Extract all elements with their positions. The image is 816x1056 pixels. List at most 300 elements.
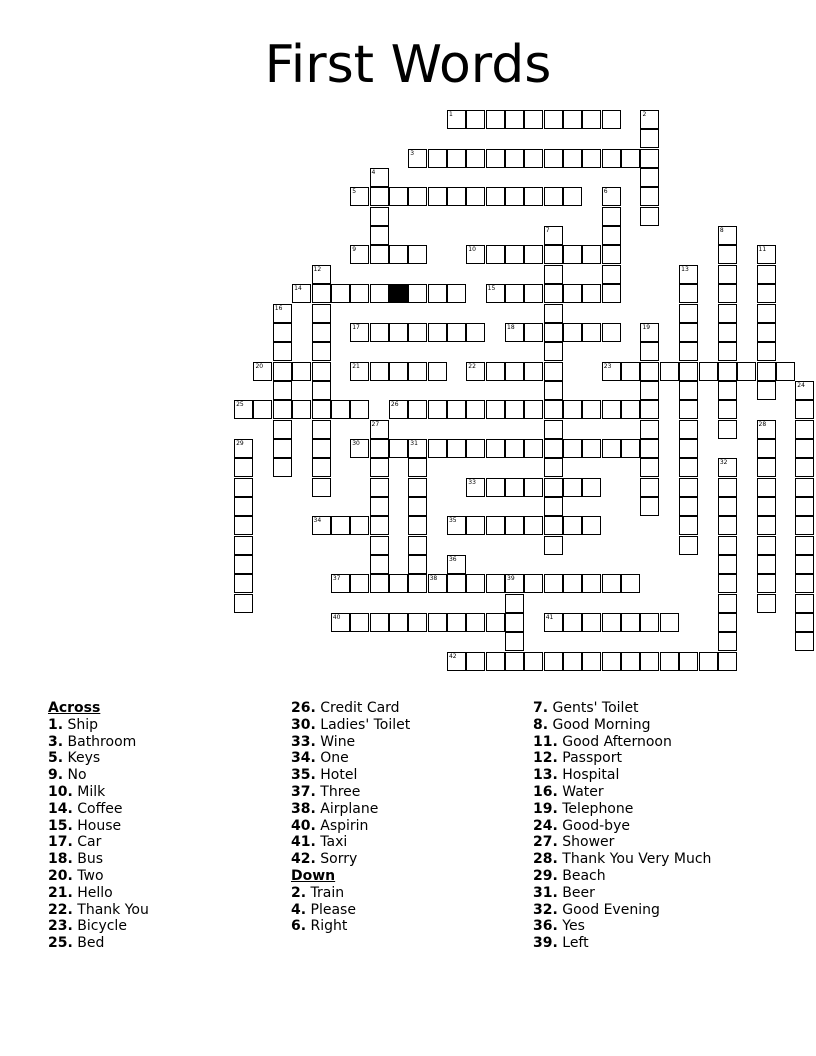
grid-cell[interactable] (312, 381, 331, 400)
grid-cell[interactable] (544, 110, 563, 129)
grid-cell[interactable] (447, 439, 466, 458)
grid-cell[interactable] (795, 574, 814, 593)
grid-cell[interactable] (679, 381, 698, 400)
grid-cell[interactable] (370, 323, 389, 342)
grid-cell[interactable] (563, 245, 582, 264)
grid-cell[interactable] (679, 323, 698, 342)
grid-cell[interactable] (757, 420, 776, 439)
grid-cell[interactable] (273, 304, 292, 323)
grid-cell[interactable] (679, 400, 698, 419)
grid-cell[interactable] (408, 536, 427, 555)
grid-cell[interactable] (699, 362, 718, 381)
grid-cell[interactable] (505, 478, 524, 497)
grid-cell[interactable] (718, 342, 737, 361)
grid-cell[interactable] (234, 574, 253, 593)
grid-cell[interactable] (292, 284, 311, 303)
grid-cell[interactable] (679, 497, 698, 516)
grid-cell[interactable] (370, 439, 389, 458)
grid-cell[interactable] (640, 439, 659, 458)
grid-cell[interactable] (602, 207, 621, 226)
grid-cell[interactable] (350, 245, 369, 264)
grid-cell[interactable] (312, 458, 331, 477)
grid-cell[interactable] (408, 439, 427, 458)
grid-cell[interactable] (273, 381, 292, 400)
grid-cell[interactable] (602, 439, 621, 458)
grid-cell[interactable] (718, 362, 737, 381)
grid-cell[interactable] (640, 458, 659, 477)
grid-cell[interactable] (544, 284, 563, 303)
grid-cell[interactable] (563, 439, 582, 458)
grid-cell[interactable] (408, 149, 427, 168)
grid-cell[interactable] (602, 110, 621, 129)
grid-cell[interactable] (389, 323, 408, 342)
grid-cell[interactable] (486, 613, 505, 632)
grid-cell[interactable] (582, 323, 601, 342)
grid-cell[interactable] (582, 652, 601, 671)
grid-cell[interactable] (389, 362, 408, 381)
grid-cell[interactable] (563, 478, 582, 497)
grid-cell[interactable] (505, 284, 524, 303)
grid-cell[interactable] (718, 245, 737, 264)
grid-cell[interactable] (718, 284, 737, 303)
grid-cell[interactable] (563, 574, 582, 593)
grid-cell[interactable] (408, 478, 427, 497)
grid-cell[interactable] (505, 439, 524, 458)
grid-cell[interactable] (524, 652, 543, 671)
grid-cell[interactable] (544, 226, 563, 245)
grid-cell[interactable] (582, 613, 601, 632)
grid-cell[interactable] (757, 304, 776, 323)
grid-cell[interactable] (312, 400, 331, 419)
grid-cell[interactable] (447, 110, 466, 129)
grid-cell[interactable] (544, 304, 563, 323)
grid-cell[interactable] (273, 342, 292, 361)
grid-cell[interactable] (466, 516, 485, 535)
grid-cell[interactable] (466, 149, 485, 168)
grid-cell[interactable] (370, 362, 389, 381)
grid-cell[interactable] (602, 187, 621, 206)
grid-cell[interactable] (505, 594, 524, 613)
grid-cell[interactable] (795, 594, 814, 613)
grid-cell[interactable] (486, 400, 505, 419)
grid-cell[interactable] (486, 149, 505, 168)
grid-cell[interactable] (331, 284, 350, 303)
grid-cell[interactable] (563, 284, 582, 303)
grid-cell[interactable] (370, 555, 389, 574)
grid-cell[interactable] (718, 458, 737, 477)
grid-cell[interactable] (718, 226, 737, 245)
grid-cell[interactable] (757, 245, 776, 264)
grid-cell[interactable] (505, 613, 524, 632)
grid-cell[interactable] (486, 187, 505, 206)
grid-cell[interactable] (370, 497, 389, 516)
grid-cell[interactable] (389, 574, 408, 593)
grid-cell[interactable] (795, 555, 814, 574)
grid-cell[interactable] (621, 362, 640, 381)
grid-cell[interactable] (757, 497, 776, 516)
grid-cell[interactable] (428, 149, 447, 168)
grid-cell[interactable] (234, 497, 253, 516)
grid-cell[interactable] (370, 458, 389, 477)
grid-cell[interactable] (408, 323, 427, 342)
grid-cell[interactable] (718, 632, 737, 651)
grid-cell[interactable] (408, 284, 427, 303)
grid-cell[interactable] (524, 284, 543, 303)
grid-cell[interactable] (757, 516, 776, 535)
grid-cell[interactable] (370, 613, 389, 632)
grid-cell[interactable] (544, 265, 563, 284)
grid-cell[interactable] (718, 400, 737, 419)
grid-cell[interactable] (447, 516, 466, 535)
grid-cell[interactable] (640, 323, 659, 342)
grid-cell[interactable] (757, 574, 776, 593)
grid-cell[interactable] (757, 458, 776, 477)
grid-cell[interactable] (370, 187, 389, 206)
grid-cell[interactable] (466, 439, 485, 458)
grid-cell[interactable] (679, 478, 698, 497)
grid-cell[interactable] (331, 613, 350, 632)
grid-cell[interactable] (505, 323, 524, 342)
grid-cell[interactable] (718, 516, 737, 535)
grid-cell[interactable] (505, 400, 524, 419)
grid-cell[interactable] (640, 652, 659, 671)
grid-cell[interactable] (505, 110, 524, 129)
grid-cell[interactable] (447, 574, 466, 593)
grid-cell[interactable] (718, 555, 737, 574)
grid-cell[interactable] (718, 265, 737, 284)
grid-cell[interactable] (331, 400, 350, 419)
grid-cell[interactable] (621, 652, 640, 671)
grid-cell[interactable] (312, 265, 331, 284)
grid-cell[interactable] (524, 574, 543, 593)
grid-cell[interactable] (737, 362, 756, 381)
grid-cell[interactable] (795, 400, 814, 419)
grid-cell[interactable] (370, 207, 389, 226)
grid-cell[interactable] (757, 323, 776, 342)
grid-cell[interactable] (389, 400, 408, 419)
grid-cell[interactable] (234, 536, 253, 555)
grid-cell[interactable] (273, 439, 292, 458)
grid-cell[interactable] (253, 400, 272, 419)
grid-cell[interactable] (370, 478, 389, 497)
grid-cell[interactable] (582, 245, 601, 264)
grid-cell[interactable] (718, 323, 737, 342)
grid-cell[interactable] (370, 168, 389, 187)
grid-cell[interactable] (679, 536, 698, 555)
grid-cell[interactable] (273, 458, 292, 477)
grid-cell[interactable] (602, 400, 621, 419)
grid-cell[interactable] (679, 516, 698, 535)
grid-cell[interactable] (757, 284, 776, 303)
grid-cell[interactable] (718, 613, 737, 632)
grid-cell[interactable] (466, 613, 485, 632)
grid-cell[interactable] (486, 110, 505, 129)
grid-cell[interactable] (582, 516, 601, 535)
grid-cell[interactable] (640, 207, 659, 226)
grid-cell[interactable] (428, 362, 447, 381)
grid-cell[interactable] (447, 400, 466, 419)
grid-cell[interactable] (505, 516, 524, 535)
grid-cell[interactable] (757, 439, 776, 458)
grid-cell[interactable] (602, 265, 621, 284)
grid-cell[interactable] (660, 613, 679, 632)
grid-cell[interactable] (679, 439, 698, 458)
grid-cell[interactable] (447, 652, 466, 671)
grid-cell[interactable] (795, 381, 814, 400)
grid-cell[interactable] (544, 497, 563, 516)
grid-cell[interactable] (602, 574, 621, 593)
grid-cell[interactable] (582, 400, 601, 419)
grid-cell[interactable] (640, 342, 659, 361)
grid-cell[interactable] (718, 594, 737, 613)
grid-cell[interactable] (408, 497, 427, 516)
grid-cell[interactable] (447, 284, 466, 303)
grid-cell[interactable] (757, 265, 776, 284)
grid-cell[interactable] (795, 536, 814, 555)
grid-cell[interactable] (486, 284, 505, 303)
grid-cell[interactable] (350, 362, 369, 381)
grid-cell[interactable] (524, 245, 543, 264)
grid-cell[interactable] (563, 323, 582, 342)
grid-cell[interactable] (466, 110, 485, 129)
grid-cell[interactable] (312, 362, 331, 381)
grid-cell[interactable] (718, 574, 737, 593)
grid-cell[interactable] (718, 304, 737, 323)
grid-cell[interactable] (795, 458, 814, 477)
grid-cell[interactable] (447, 323, 466, 342)
grid-cell[interactable] (795, 420, 814, 439)
grid-cell[interactable] (389, 187, 408, 206)
grid-cell[interactable] (312, 439, 331, 458)
grid-cell[interactable] (621, 149, 640, 168)
grid-cell[interactable] (466, 478, 485, 497)
grid-cell[interactable] (350, 284, 369, 303)
grid-cell[interactable] (312, 323, 331, 342)
grid-cell[interactable] (544, 439, 563, 458)
grid-cell[interactable] (602, 149, 621, 168)
grid-cell[interactable] (428, 439, 447, 458)
grid-cell[interactable] (602, 652, 621, 671)
grid-cell[interactable] (350, 613, 369, 632)
grid-cell[interactable] (505, 187, 524, 206)
grid-cell[interactable] (524, 149, 543, 168)
grid-cell[interactable] (312, 478, 331, 497)
grid-cell[interactable] (350, 516, 369, 535)
grid-cell[interactable] (408, 516, 427, 535)
grid-cell[interactable] (544, 613, 563, 632)
grid-cell[interactable] (679, 265, 698, 284)
grid-cell[interactable] (621, 439, 640, 458)
grid-cell[interactable] (466, 652, 485, 671)
grid-cell[interactable] (795, 613, 814, 632)
grid-cell[interactable] (312, 284, 331, 303)
grid-cell[interactable] (563, 400, 582, 419)
grid-cell[interactable] (582, 439, 601, 458)
grid-cell[interactable] (640, 400, 659, 419)
grid-cell[interactable] (602, 323, 621, 342)
grid-cell[interactable] (602, 362, 621, 381)
grid-cell[interactable] (486, 362, 505, 381)
grid-cell[interactable] (640, 110, 659, 129)
grid-cell[interactable] (253, 362, 272, 381)
grid-cell[interactable] (486, 574, 505, 593)
grid-cell[interactable] (621, 613, 640, 632)
grid-cell[interactable] (234, 555, 253, 574)
grid-cell[interactable] (312, 516, 331, 535)
grid-cell[interactable] (350, 439, 369, 458)
grid-cell[interactable] (331, 516, 350, 535)
grid-cell[interactable] (660, 652, 679, 671)
grid-cell[interactable] (718, 536, 737, 555)
grid-cell[interactable] (640, 149, 659, 168)
grid-cell[interactable] (679, 304, 698, 323)
grid-cell[interactable] (370, 245, 389, 264)
grid-cell[interactable] (640, 187, 659, 206)
grid-cell[interactable] (370, 516, 389, 535)
grid-cell[interactable] (718, 478, 737, 497)
grid-cell[interactable] (273, 323, 292, 342)
grid-cell[interactable] (408, 400, 427, 419)
grid-cell[interactable] (350, 574, 369, 593)
grid-cell[interactable] (312, 420, 331, 439)
grid-cell[interactable] (389, 439, 408, 458)
grid-cell[interactable] (234, 458, 253, 477)
grid-cell[interactable] (273, 400, 292, 419)
grid-cell[interactable] (544, 458, 563, 477)
grid-cell[interactable] (234, 439, 253, 458)
grid-cell[interactable] (795, 632, 814, 651)
grid-cell[interactable] (273, 420, 292, 439)
grid-cell[interactable] (757, 342, 776, 361)
grid-cell[interactable] (389, 245, 408, 264)
grid-cell[interactable] (640, 362, 659, 381)
grid-cell[interactable] (428, 574, 447, 593)
grid-cell[interactable] (640, 168, 659, 187)
grid-cell[interactable] (699, 652, 718, 671)
grid-cell[interactable] (757, 381, 776, 400)
grid-cell[interactable] (679, 342, 698, 361)
grid-cell[interactable] (602, 245, 621, 264)
grid-cell[interactable] (370, 536, 389, 555)
grid-cell[interactable] (428, 400, 447, 419)
grid-cell[interactable] (292, 400, 311, 419)
grid-cell[interactable] (718, 381, 737, 400)
grid-cell[interactable] (466, 323, 485, 342)
grid-cell[interactable] (408, 245, 427, 264)
grid-cell[interactable] (757, 478, 776, 497)
grid-cell[interactable] (757, 594, 776, 613)
grid-cell[interactable] (234, 478, 253, 497)
grid-cell[interactable] (524, 187, 543, 206)
grid-cell[interactable] (447, 555, 466, 574)
grid-cell[interactable] (544, 381, 563, 400)
grid-cell[interactable] (292, 362, 311, 381)
grid-cell[interactable] (370, 420, 389, 439)
grid-cell[interactable] (466, 362, 485, 381)
grid-cell[interactable] (505, 149, 524, 168)
grid-cell[interactable] (544, 536, 563, 555)
grid-cell[interactable] (544, 652, 563, 671)
grid-cell[interactable] (795, 516, 814, 535)
grid-cell[interactable] (640, 381, 659, 400)
grid-cell[interactable] (486, 478, 505, 497)
grid-cell[interactable] (544, 187, 563, 206)
grid-cell[interactable] (544, 574, 563, 593)
grid-cell[interactable] (428, 613, 447, 632)
grid-cell[interactable] (544, 149, 563, 168)
grid-cell[interactable] (757, 362, 776, 381)
grid-cell[interactable] (795, 497, 814, 516)
grid-cell[interactable] (544, 323, 563, 342)
grid-cell[interactable] (602, 284, 621, 303)
grid-cell[interactable] (505, 632, 524, 651)
grid-cell[interactable] (408, 187, 427, 206)
grid-cell[interactable] (524, 478, 543, 497)
grid-cell[interactable] (486, 516, 505, 535)
grid-cell[interactable] (234, 594, 253, 613)
grid-cell[interactable] (447, 613, 466, 632)
grid-cell[interactable] (408, 574, 427, 593)
grid-cell[interactable] (544, 516, 563, 535)
grid-cell[interactable] (524, 439, 543, 458)
grid-cell[interactable] (602, 613, 621, 632)
grid-cell[interactable] (582, 478, 601, 497)
grid-cell[interactable] (370, 284, 389, 303)
grid-cell[interactable] (312, 304, 331, 323)
grid-cell[interactable] (544, 420, 563, 439)
grid-cell[interactable] (466, 400, 485, 419)
grid-cell[interactable] (505, 574, 524, 593)
grid-cell[interactable] (640, 613, 659, 632)
grid-cell[interactable] (466, 574, 485, 593)
grid-cell[interactable] (350, 187, 369, 206)
grid-cell[interactable] (563, 149, 582, 168)
grid-cell[interactable] (408, 362, 427, 381)
grid-cell[interactable] (660, 362, 679, 381)
grid-cell[interactable] (524, 323, 543, 342)
grid-cell[interactable] (679, 420, 698, 439)
grid-cell[interactable] (563, 652, 582, 671)
grid-cell[interactable] (524, 362, 543, 381)
grid-cell[interactable] (370, 226, 389, 245)
grid-cell[interactable] (466, 245, 485, 264)
grid-cell[interactable] (544, 478, 563, 497)
grid-cell[interactable] (718, 420, 737, 439)
grid-cell[interactable] (563, 613, 582, 632)
grid-cell[interactable] (544, 245, 563, 264)
grid-cell[interactable] (640, 420, 659, 439)
grid-cell[interactable] (389, 613, 408, 632)
grid-cell[interactable] (350, 400, 369, 419)
grid-cell[interactable] (486, 439, 505, 458)
grid-cell[interactable] (524, 400, 543, 419)
grid-cell[interactable] (563, 187, 582, 206)
grid-cell[interactable] (640, 497, 659, 516)
grid-cell[interactable] (408, 613, 427, 632)
grid-cell[interactable] (582, 110, 601, 129)
grid-cell[interactable] (544, 342, 563, 361)
grid-cell[interactable] (718, 497, 737, 516)
grid-cell[interactable] (466, 187, 485, 206)
grid-cell[interactable] (718, 652, 737, 671)
grid-cell[interactable] (640, 478, 659, 497)
grid-cell[interactable] (505, 362, 524, 381)
grid-cell[interactable] (505, 245, 524, 264)
grid-cell[interactable] (582, 149, 601, 168)
grid-cell[interactable] (582, 284, 601, 303)
grid-cell[interactable] (602, 226, 621, 245)
grid-cell[interactable] (795, 439, 814, 458)
